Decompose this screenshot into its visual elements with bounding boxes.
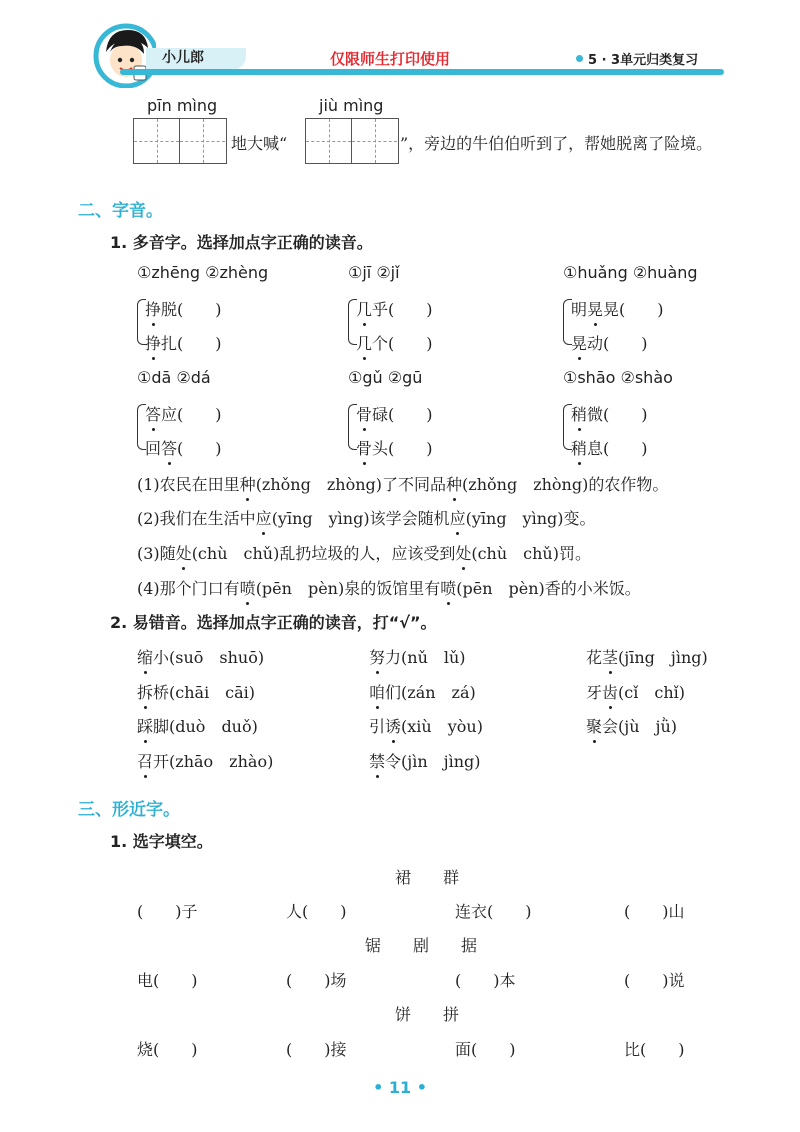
word-item: 稍微( ) [571,402,648,425]
blank-item[interactable]: ( )场 [286,971,347,990]
sentence-1: (1)农民在田里种(zhǒng zhòng)了不同品种(zhǒng zhòng)的农作物。 [137,472,668,495]
section-title-similar-chars: 三、形近字。 [78,800,180,820]
word-item: 几乎( ) [356,297,433,320]
pinyin-label-1: pīn mìng [147,96,218,115]
word-item: 挣扎( ) [145,331,222,354]
mistake-item: 引诱(xiù yòu) [369,714,483,737]
char-choices-2: 锯 剧 据 [365,936,478,955]
pinyin-label-2: jiù mìng [319,96,384,115]
sentence-3: (3)随处(chù chǔ)乱扔垃圾的人，应该受到处(chù chǔ)罚。 [137,541,591,564]
sentence-2: (2)我们在生活中应(yīng yìng)该学会随机应(yīng yìng)变。 [137,506,596,529]
unit-title: 5 · 3单元归类复习 [588,53,699,68]
mistake-item: 聚会(jù jǜ) [586,714,677,737]
sentence-4: (4)那个门口有喷(pēn pèn)泉的饭馆里有喷(pēn pèn)香的小米饭。 [137,576,641,599]
word-item: 答应( ) [145,402,222,425]
page-header [0,0,800,90]
options-group-1: ①zhēng ②zhèng [137,263,269,282]
mistake-item: 努力(nǔ lǔ) [369,645,466,668]
blank-item[interactable]: 连衣( ) [455,902,532,921]
options-group-6: ①shāo ②shào [563,368,673,387]
char-choices-3: 饼 拼 [395,1005,460,1024]
question-title-polyphone: 1. 多音字。选择加点字正确的读音。 [110,233,373,252]
options-group-2: ①jī ②jǐ [348,263,400,282]
word-item: 挣脱( ) [145,297,222,320]
mistake-item: 咱们(zán zá) [369,680,476,703]
char-choices-1: 裙 群 [395,868,460,887]
question-title-easy-mistake: 2. 易错音。选择加点字正确的读音，打“√”。 [110,613,437,632]
word-item: 几个( ) [356,331,433,354]
blank-item[interactable]: ( )接 [286,1040,347,1059]
options-group-3: ①huǎng ②huàng [563,263,698,282]
header-rule [120,69,724,75]
section-title-pronunciation: 二、字音。 [78,201,163,221]
blank-item[interactable]: 面( ) [455,1040,516,1059]
blank-item[interactable]: 烧( ) [137,1040,198,1059]
word-item: 晃动( ) [571,331,648,354]
blank-item[interactable]: 电( ) [137,971,198,990]
print-notice: 仅限师生打印使用 [330,50,451,68]
word-item: 骨头( ) [356,436,433,459]
options-group-5: ①gǔ ②gū [348,368,423,387]
mistake-item: 花茎(jīng jìng) [586,645,708,668]
question-title-fill-in: 1. 选字填空。 [110,832,213,851]
word-item: 骨碌( ) [356,402,433,425]
word-item: 稍息( ) [571,436,648,459]
mistake-item: 踩脚(duò duǒ) [137,714,258,737]
blank-item[interactable]: ( )说 [624,971,685,990]
brand-name: 小儿郎 [162,50,204,66]
intro-text-mid: 地大喊“ [231,134,288,153]
mistake-item: 召开(zhāo zhào) [137,749,273,772]
blank-item[interactable]: ( )山 [624,902,685,921]
mistake-item: 拆桥(chāi cāi) [137,680,255,703]
bullet-icon [576,55,583,62]
word-item: 回答( ) [145,436,222,459]
blank-item[interactable]: ( )子 [137,902,198,921]
mistake-item: 禁令(jìn jìng) [369,749,481,772]
page-number: • 11 • [373,1078,427,1097]
blank-item[interactable]: ( )本 [455,971,516,990]
mistake-item: 牙齿(cǐ chǐ) [586,680,685,703]
writing-grid-1[interactable] [133,118,227,164]
blank-item[interactable]: 比( ) [624,1040,685,1059]
options-group-4: ①dā ②dá [137,368,211,387]
writing-grid-2[interactable] [305,118,399,164]
blank-item[interactable]: 人( ) [286,902,347,921]
mistake-item: 缩小(suō shuō) [137,645,264,668]
intro-text-end: ”，旁边的牛伯伯听到了，帮她脱离了险境。 [400,134,713,153]
word-item: 明晃晃( ) [571,297,664,320]
